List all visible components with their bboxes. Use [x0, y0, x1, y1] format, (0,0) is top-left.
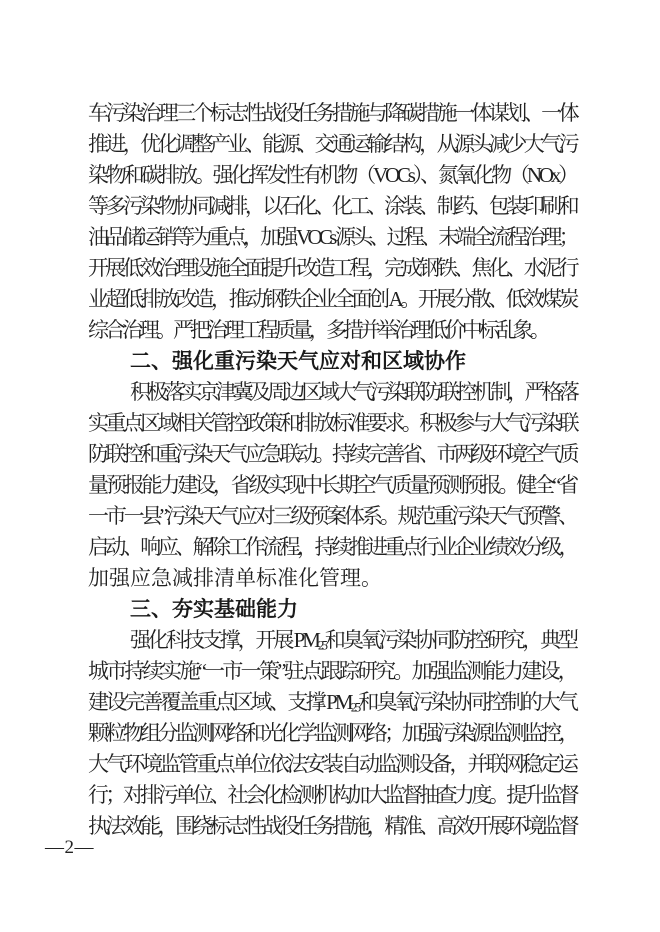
text-segment: 加强应急减排清单标准化管理。	[88, 566, 382, 590]
text-line	[88, 98, 576, 129]
paragraph-block	[88, 98, 576, 346]
text-segment: 城市持续实施“一市一策”驻点跟踪研究。加强监测能力建设，	[88, 659, 576, 683]
document-body	[88, 98, 576, 842]
text-line	[88, 749, 576, 780]
text-line	[88, 656, 576, 687]
text-segment: 量预报能力建设，省级实现中长期空气质量预测预报。健全“省	[88, 473, 576, 497]
text-segment: 启动、响应、解除工作流程，持续推进重点行业企业绩效分级，	[88, 535, 576, 559]
subscript-text: 2.5	[317, 637, 325, 653]
text-segment: 建设完善覆盖重点区域、支撑 PM	[88, 690, 351, 714]
text-segment: 开展低效治理设施全面提升改造工程，完成钢铁、焦化、水泥行	[88, 256, 576, 280]
section-heading	[88, 346, 576, 377]
text-segment: 行；对排污单位、社会化检测机构加大监督抽查力度。提升监督	[88, 783, 576, 807]
text-line	[88, 470, 576, 501]
text-segment: 大气环境监管重点单位依法安装自动监测设备，并联网稳定运	[88, 752, 576, 776]
text-line	[88, 129, 576, 160]
text-line	[88, 315, 576, 346]
text-line	[88, 625, 576, 656]
text-segment: 推进，优化调整产业、能源、交通运输结构，从源头减少大气污	[88, 132, 576, 156]
text-segment: 综合治理。严把治理工程质量，多措并举治理低价中标乱象。	[88, 318, 547, 342]
section-heading	[88, 594, 576, 625]
text-line	[88, 563, 576, 594]
text-line	[88, 284, 576, 315]
section-heading-block	[88, 594, 576, 625]
paragraph-block	[88, 625, 576, 842]
text-segment: 和臭氧污染协同防控研究，典型	[324, 628, 576, 652]
text-segment: 染物和碳排放。强化挥发性有机物（VOCs）、氮氧化物（NOx）	[88, 163, 576, 187]
text-line	[88, 718, 576, 749]
text-segment: 一市一县”污染天气应对三级预案体系。规范重污染天气预警、	[88, 504, 576, 528]
text-line	[88, 377, 576, 408]
text-line	[88, 687, 576, 718]
page-number: —2—	[45, 837, 94, 858]
text-line	[88, 780, 576, 811]
text-segment: 执法效能，围绕标志性战役任务措施，精准、高效开展环境监督	[88, 814, 576, 838]
text-segment: 业超低排放改造，推动钢铁企业全面创 A。开展分散、低效煤炭	[88, 287, 576, 311]
text-segment: 等多污染物协同减排，以石化、化工、涂装、制药、包装印刷和	[88, 194, 576, 218]
text-segment: 二、强化重污染天气应对和区域协作	[130, 350, 466, 373]
text-line	[88, 532, 576, 563]
text-segment: 积极落实京津冀及周边区域大气污染联防联控机制，严格落	[130, 380, 576, 404]
text-segment: 油品储运销等为重点，加强 VOCs 源头、过程、末端全流程治理；	[88, 225, 576, 249]
subscript-text: 2.5	[350, 699, 359, 715]
text-segment: 颗粒物组分监测网络和光化学监测网络；加强污染源监测监控，	[88, 721, 576, 745]
text-line	[88, 160, 576, 191]
text-line	[88, 408, 576, 439]
text-segment: 车污染治理三个标志性战役任务措施与降碳措施一体谋划、一体	[88, 101, 576, 125]
text-line	[88, 811, 576, 842]
text-line	[88, 253, 576, 284]
text-segment: 防联控和重污染天气应急联动。持续完善省、市两级环境空气质	[88, 442, 576, 466]
text-segment: 和臭氧污染协同控制的大气	[358, 690, 576, 714]
text-segment: 实重点区域相关管控政策和排放标准要求。积极参与大气污染联	[88, 411, 576, 435]
text-segment: 强化科技支撑，开展 PM	[130, 628, 318, 652]
text-line	[88, 501, 576, 532]
section-heading-block	[88, 346, 576, 377]
text-line	[88, 222, 576, 253]
text-line	[88, 191, 576, 222]
text-segment: 三、夯实基础能力	[130, 598, 298, 621]
paragraph-block	[88, 377, 576, 594]
text-line	[88, 439, 576, 470]
